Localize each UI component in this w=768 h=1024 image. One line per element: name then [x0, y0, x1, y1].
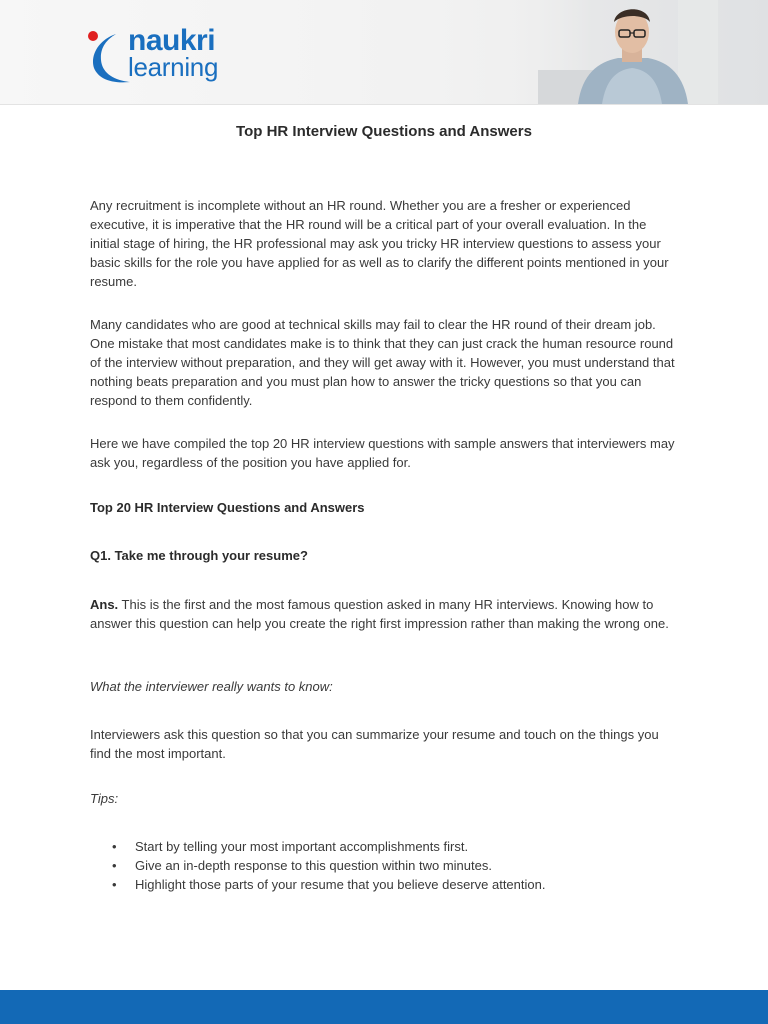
- intro-paragraph: Any recruitment is incomplete without an HR round. Whether you are a fresher or experienced executive, it is imperative that the HR round will be a critical part of your overall evaluation. In the initial stage of hiring, the HR professional may ask you tricky HR interview questions to assess your basic skills for the role you have applied for as well as to clarify the different points mentioned in your resume.: [90, 198, 669, 289]
- candidates-paragraph: Many candidates who are good at technical skills may fail to clear the HR round of their dream job. One mistake that most candidates make is to think that they can just crack the human resource round of the interview without preparation, and they will get away with it. However, you must understand that nothing beats preparation and you must plan how to answer the tricky questions so that you can respond to them confidently.: [90, 317, 675, 408]
- naukri-learning-logo: [86, 26, 246, 84]
- interviewer-wants-text: Interviewers ask this question so that you can summarize your resume and touch on the things you find the most important.: [90, 727, 659, 761]
- logo-text-naukri: naukri: [128, 24, 216, 57]
- answer-text: This is the first and the most famous question asked in many HR interviews. Knowing how to answer this question can help you create the right first impression rather than making the wrong one.: [90, 597, 669, 631]
- interviewer-wants-label: What the interviewer really wants to know:: [90, 679, 333, 694]
- answer-1: [90, 595, 676, 633]
- page-header: [0, 0, 768, 105]
- logo-swoosh-icon: [86, 28, 134, 86]
- section-heading: Top 20 HR Interview Questions and Answers: [90, 500, 365, 515]
- answer-label: Ans.: [90, 597, 119, 612]
- question-1: Q1. Take me through your resume?: [90, 548, 308, 563]
- document-title: Top HR Interview Questions and Answers: [236, 123, 532, 140]
- tips-list: [112, 837, 545, 894]
- tip-item: • Start by telling your most important accomplishments first.: [112, 837, 545, 856]
- tip-item: • Give an in-depth response to this question within two minutes.: [112, 856, 545, 875]
- logo-text-learning: learning: [128, 52, 219, 82]
- tips-label: Tips:: [90, 791, 119, 806]
- tip-item: • Highlight those parts of your resume that you believe deserve attention.: [112, 875, 545, 894]
- header-person-image: [498, 0, 768, 104]
- footer-bar: [0, 990, 768, 1024]
- compiled-paragraph: Here we have compiled the top 20 HR interview questions with sample answers that interviewers may ask you, regardless of the position you have applied for.: [90, 436, 675, 470]
